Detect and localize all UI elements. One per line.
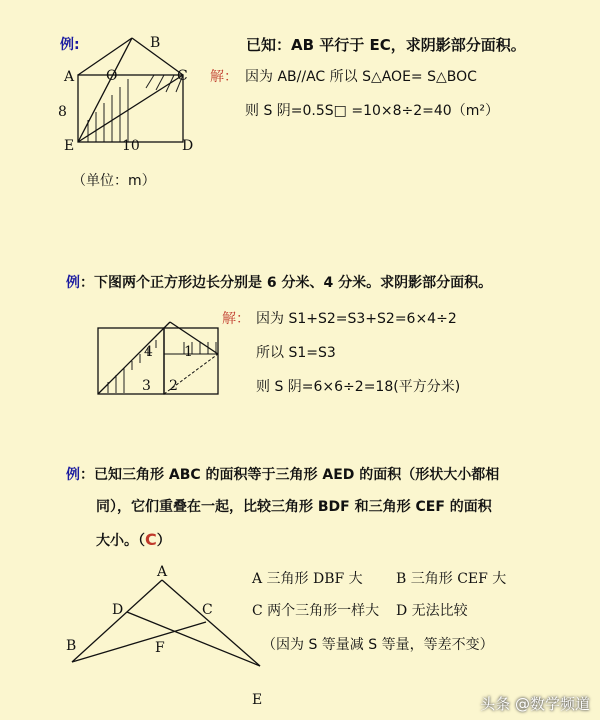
- example2-label-1: 1: [184, 344, 193, 360]
- example2-solution-prefix: 解：: [222, 311, 250, 327]
- example2-label-3: 3: [142, 378, 151, 394]
- example1-label-8: 8: [58, 104, 67, 120]
- example1-solution-line1: 因为 AB//AC 所以 S△AOE= S△BOC: [245, 69, 477, 85]
- example3-label-e: E: [252, 692, 263, 708]
- example1-tag: 例:: [60, 37, 80, 53]
- example3-line1: 例：已知三角形 ABC 的面积等于三角形 AED 的面积（形状大小都相: [66, 467, 500, 483]
- example3-option-b: B 三角形 CEF 大: [396, 571, 507, 587]
- example3-label-a: A: [157, 564, 168, 580]
- example3-answer: C: [145, 530, 157, 549]
- example1-given-text: 已知：AB 平行于 EC，求阴影部分面积。: [246, 36, 526, 54]
- example3-label-f: F: [155, 640, 165, 656]
- example1-solution-prefix: 解：: [210, 69, 238, 85]
- example2-figure: [90, 318, 230, 398]
- example2-label-2: 2: [169, 378, 178, 394]
- example2-solution-line2: 所以 S1=S3: [256, 345, 336, 361]
- example3-option-c: C 两个三角形一样大: [252, 603, 380, 619]
- example3-label-c: C: [202, 602, 213, 618]
- example1-solution-line2: 则 S 阴=0.5S□ =10×8÷2=40（m²）: [245, 103, 499, 119]
- example1-label-e: E: [64, 138, 75, 154]
- example3-option-a: A 三角形 DBF 大: [252, 571, 363, 587]
- example1-shading: [88, 75, 183, 142]
- example2-solution-line3: 则 S 阴=6×6÷2=18(平方分米): [256, 379, 461, 395]
- example2-label-4: 4: [144, 344, 153, 360]
- example2-heading: [66, 272, 492, 292]
- example3-line2: 同），它们重叠在一起，比较三角形 BDF 和三角形 CEF 的面积: [96, 499, 492, 515]
- example1-label-d: D: [182, 138, 194, 154]
- example3-label-d: D: [112, 602, 124, 618]
- example2-shading: [108, 340, 216, 393]
- example2-text: ：下图两个正方形边长分别是 6 分米、4 分米。求阴影部分面积。: [80, 275, 493, 291]
- watermark: 头条 @数学频道: [480, 695, 590, 713]
- example2-solution-line1: 因为 S1+S2=S3+S2=6×4÷2: [256, 311, 457, 327]
- example3-label-b: B: [66, 638, 77, 654]
- example1-label-o: O: [106, 68, 118, 84]
- example1-label-b: B: [150, 35, 161, 51]
- example1-label-c: C: [177, 68, 188, 84]
- example3-line3: 大小。（C）: [96, 530, 171, 549]
- example3-option-d: D 无法比较: [396, 603, 468, 619]
- example1-label-10: 10: [122, 138, 140, 154]
- example3-tag: 例: [66, 467, 80, 483]
- example1-figure: [50, 30, 220, 155]
- example2-tag: 例: [66, 275, 80, 291]
- example3-note: （因为 S 等量减 S 等量，等差不变）: [262, 637, 494, 653]
- example1-unit: （单位：m）: [72, 173, 156, 189]
- example3-figure: [60, 562, 270, 712]
- example1-label-a: A: [64, 69, 75, 85]
